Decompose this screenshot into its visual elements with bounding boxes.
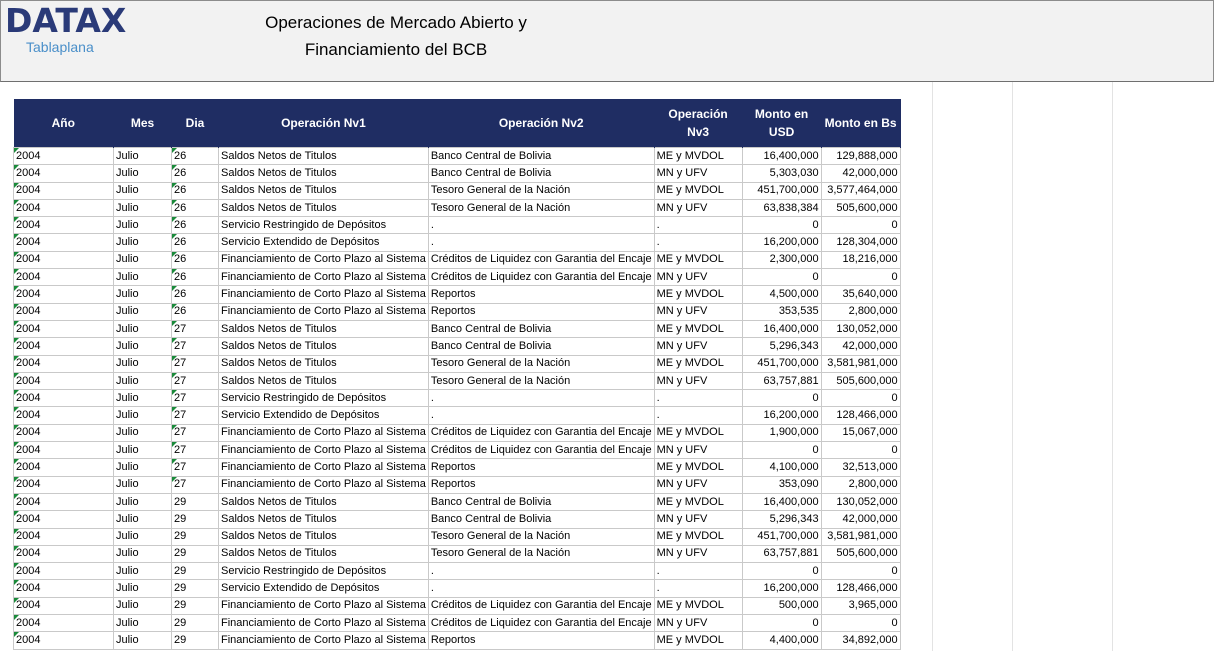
table-row (14, 286, 901, 303)
cell-operation-nv2[interactable]: Créditos de Liquidez con Garantia del Encaje (428, 251, 654, 268)
cell-day[interactable]: 27 (172, 320, 219, 337)
cell-operation-nv3[interactable]: ME y MVDOL (654, 597, 742, 614)
cell-amount-usd[interactable]: 4,400,000 (742, 632, 821, 649)
table-row (14, 217, 901, 234)
cell-operation-nv3[interactable]: . (654, 217, 742, 234)
cell-amount-usd[interactable]: 451,700,000 (742, 182, 821, 199)
cell-operation-nv1[interactable]: Servicio Extendido de Depósitos (219, 580, 429, 597)
table-row (14, 442, 901, 459)
cell-operation-nv2[interactable]: Banco Central de Bolivia (428, 148, 654, 165)
datax-logo: DATAX (5, 1, 127, 40)
cell-operation-nv2[interactable]: Tesoro General de la Nación (428, 199, 654, 216)
table-row (14, 234, 901, 251)
cell-operation-nv1[interactable]: Saldos Netos de Titulos (219, 528, 429, 545)
cell-operation-nv3[interactable]: ME y MVDOL (654, 182, 742, 199)
cell-operation-nv2[interactable]: Banco Central de Bolivia (428, 511, 654, 528)
cell-operation-nv2[interactable]: Reportos (428, 303, 654, 320)
cell-year[interactable]: 2004 (14, 615, 114, 632)
cell-amount-bs[interactable]: 128,304,000 (821, 234, 900, 251)
cell-amount-usd[interactable]: 16,200,000 (742, 580, 821, 597)
cell-month[interactable]: Julio (114, 165, 172, 182)
cell-amount-usd[interactable]: 63,757,881 (742, 372, 821, 389)
table-row (14, 303, 901, 320)
cell-operation-nv1[interactable]: Financiamiento de Corto Plazo al Sistema (219, 269, 429, 286)
cell-month[interactable]: Julio (114, 563, 172, 580)
cell-day[interactable]: 27 (172, 390, 219, 407)
column-header-amount-bs[interactable]: Monto en Bs (821, 99, 900, 148)
cell-operation-nv3[interactable]: MN y UFV (654, 269, 742, 286)
cell-operation-nv2[interactable]: Reportos (428, 286, 654, 303)
table-row (14, 545, 901, 562)
cell-amount-bs[interactable]: 505,600,000 (821, 545, 900, 562)
cell-amount-bs[interactable]: 130,052,000 (821, 493, 900, 510)
cell-amount-bs[interactable]: 0 (821, 615, 900, 632)
cell-year[interactable]: 2004 (14, 217, 114, 234)
cell-operation-nv3[interactable]: MN y UFV (654, 165, 742, 182)
cell-month[interactable]: Julio (114, 580, 172, 597)
table-row (14, 476, 901, 493)
cell-year[interactable]: 2004 (14, 580, 114, 597)
cell-operation-nv2[interactable]: Créditos de Liquidez con Garantia del Encaje (428, 424, 654, 441)
cell-operation-nv2[interactable]: . (428, 390, 654, 407)
table-row (14, 182, 901, 199)
cell-operation-nv1[interactable]: Saldos Netos de Titulos (219, 199, 429, 216)
cell-year[interactable]: 2004 (14, 165, 114, 182)
cell-month[interactable]: Julio (114, 442, 172, 459)
cell-month[interactable]: Julio (114, 355, 172, 372)
column-header-day[interactable]: Dia (172, 99, 219, 148)
cell-operation-nv1[interactable]: Financiamiento de Corto Plazo al Sistema (219, 251, 429, 268)
cell-month[interactable]: Julio (114, 476, 172, 493)
cell-operation-nv1[interactable]: Financiamiento de Corto Plazo al Sistema (219, 442, 429, 459)
cell-operation-nv1[interactable]: Financiamiento de Corto Plazo al Sistema (219, 615, 429, 632)
cell-day[interactable]: 27 (172, 442, 219, 459)
cell-operation-nv1[interactable]: Saldos Netos de Titulos (219, 338, 429, 355)
cell-month[interactable]: Julio (114, 511, 172, 528)
cell-day[interactable]: 29 (172, 580, 219, 597)
cell-day[interactable]: 29 (172, 597, 219, 614)
cell-amount-usd[interactable]: 16,400,000 (742, 148, 821, 165)
cell-day[interactable]: 29 (172, 615, 219, 632)
cell-amount-usd[interactable]: 451,700,000 (742, 355, 821, 372)
cell-amount-usd[interactable]: 353,090 (742, 476, 821, 493)
cell-operation-nv2[interactable]: Banco Central de Bolivia (428, 338, 654, 355)
cell-year[interactable]: 2004 (14, 442, 114, 459)
cell-amount-bs[interactable]: 3,581,981,000 (821, 528, 900, 545)
table-row (14, 424, 901, 441)
cell-operation-nv2[interactable]: Créditos de Liquidez con Garantia del Encaje (428, 615, 654, 632)
cell-day[interactable]: 26 (172, 234, 219, 251)
cell-day[interactable]: 26 (172, 182, 219, 199)
cell-year[interactable]: 2004 (14, 407, 114, 424)
cell-amount-bs[interactable]: 2,800,000 (821, 476, 900, 493)
cell-year[interactable]: 2004 (14, 251, 114, 268)
cell-month[interactable]: Julio (114, 320, 172, 337)
cell-amount-usd[interactable]: 63,838,384 (742, 199, 821, 216)
cell-month[interactable]: Julio (114, 286, 172, 303)
cell-year[interactable]: 2004 (14, 303, 114, 320)
cell-operation-nv2[interactable]: Tesoro General de la Nación (428, 545, 654, 562)
cell-amount-usd[interactable]: 16,400,000 (742, 320, 821, 337)
cell-day[interactable]: 29 (172, 563, 219, 580)
column-header-operation-nv1[interactable]: Operación Nv1 (219, 99, 429, 148)
cell-amount-usd[interactable]: 16,200,000 (742, 407, 821, 424)
cell-amount-bs[interactable]: 35,640,000 (821, 286, 900, 303)
cell-amount-usd[interactable]: 16,200,000 (742, 234, 821, 251)
column-header-month[interactable]: Mes (114, 99, 172, 148)
logo-subtitle: Tablaplana (26, 39, 94, 55)
cell-operation-nv2[interactable]: Tesoro General de la Nación (428, 528, 654, 545)
table-row (14, 251, 901, 268)
cell-amount-usd[interactable]: 1,900,000 (742, 424, 821, 441)
table-row (14, 320, 901, 337)
cell-month[interactable]: Julio (114, 407, 172, 424)
cell-amount-usd[interactable]: 0 (742, 390, 821, 407)
cell-amount-bs[interactable]: 128,466,000 (821, 407, 900, 424)
table-row (14, 511, 901, 528)
cell-operation-nv2[interactable]: . (428, 563, 654, 580)
cell-month[interactable]: Julio (114, 615, 172, 632)
cell-year[interactable]: 2004 (14, 355, 114, 372)
cell-amount-bs[interactable]: 128,466,000 (821, 580, 900, 597)
cell-year[interactable]: 2004 (14, 511, 114, 528)
cell-operation-nv3[interactable]: ME y MVDOL (654, 251, 742, 268)
cell-amount-usd[interactable]: 4,500,000 (742, 286, 821, 303)
cell-amount-bs[interactable]: 15,067,000 (821, 424, 900, 441)
cell-operation-nv3[interactable]: . (654, 563, 742, 580)
column-header-year[interactable]: Año (14, 99, 114, 148)
table-row (14, 372, 901, 389)
table-row (14, 148, 901, 165)
cell-amount-bs[interactable]: 130,052,000 (821, 320, 900, 337)
cell-operation-nv1[interactable]: Saldos Netos de Titulos (219, 372, 429, 389)
cell-year[interactable]: 2004 (14, 597, 114, 614)
data-table (13, 99, 901, 650)
cell-month[interactable]: Julio (114, 234, 172, 251)
table-row (14, 563, 901, 580)
cell-operation-nv1[interactable]: Saldos Netos de Titulos (219, 182, 429, 199)
cell-operation-nv3[interactable]: MN y UFV (654, 545, 742, 562)
cell-operation-nv1[interactable]: Saldos Netos de Titulos (219, 545, 429, 562)
cell-day[interactable]: 26 (172, 148, 219, 165)
cell-year[interactable]: 2004 (14, 148, 114, 165)
cell-operation-nv3[interactable]: MN y UFV (654, 372, 742, 389)
cell-month[interactable]: Julio (114, 148, 172, 165)
cell-year[interactable]: 2004 (14, 528, 114, 545)
cell-year[interactable]: 2004 (14, 424, 114, 441)
cell-amount-usd[interactable]: 16,400,000 (742, 493, 821, 510)
cell-day[interactable]: 26 (172, 303, 219, 320)
cell-amount-bs[interactable]: 0 (821, 217, 900, 234)
cell-operation-nv3[interactable]: ME y MVDOL (654, 320, 742, 337)
cell-month[interactable]: Julio (114, 303, 172, 320)
column-header-operation-nv3[interactable]: Operación Nv3 (654, 99, 742, 148)
cell-day[interactable]: 26 (172, 286, 219, 303)
cell-amount-bs[interactable]: 18,216,000 (821, 251, 900, 268)
cell-day[interactable]: 27 (172, 459, 219, 476)
cell-operation-nv2[interactable]: Créditos de Liquidez con Garantia del Encaje (428, 597, 654, 614)
cell-amount-usd[interactable]: 63,757,881 (742, 545, 821, 562)
cell-operation-nv3[interactable]: ME y MVDOL (654, 632, 742, 649)
cell-month[interactable]: Julio (114, 217, 172, 234)
cell-day[interactable]: 26 (172, 199, 219, 216)
cell-day[interactable]: 27 (172, 476, 219, 493)
table-body (14, 148, 901, 650)
cell-day[interactable]: 27 (172, 407, 219, 424)
table-row (14, 597, 901, 614)
cell-month[interactable]: Julio (114, 424, 172, 441)
cell-amount-usd[interactable]: 500,000 (742, 597, 821, 614)
grid-line (1012, 82, 1013, 651)
cell-operation-nv3[interactable]: MN y UFV (654, 615, 742, 632)
cell-day[interactable]: 26 (172, 217, 219, 234)
cell-operation-nv1[interactable]: Saldos Netos de Titulos (219, 355, 429, 372)
cell-amount-usd[interactable]: 5,296,343 (742, 511, 821, 528)
cell-operation-nv2[interactable]: . (428, 407, 654, 424)
table-row (14, 199, 901, 216)
cell-operation-nv2[interactable]: Tesoro General de la Nación (428, 355, 654, 372)
cell-operation-nv3[interactable]: . (654, 234, 742, 251)
cell-operation-nv2[interactable]: Banco Central de Bolivia (428, 493, 654, 510)
cell-amount-usd[interactable]: 0 (742, 442, 821, 459)
cell-operation-nv2[interactable]: Tesoro General de la Nación (428, 182, 654, 199)
cell-month[interactable]: Julio (114, 632, 172, 649)
cell-operation-nv3[interactable]: MN y UFV (654, 476, 742, 493)
cell-month[interactable]: Julio (114, 545, 172, 562)
cell-amount-bs[interactable]: 42,000,000 (821, 511, 900, 528)
cell-operation-nv1[interactable]: Financiamiento de Corto Plazo al Sistema (219, 459, 429, 476)
cell-month[interactable]: Julio (114, 182, 172, 199)
table-row (14, 528, 901, 545)
cell-operation-nv3[interactable]: . (654, 390, 742, 407)
cell-year[interactable]: 2004 (14, 493, 114, 510)
cell-amount-bs[interactable]: 32,513,000 (821, 459, 900, 476)
cell-operation-nv2[interactable]: . (428, 217, 654, 234)
cell-month[interactable]: Julio (114, 390, 172, 407)
cell-operation-nv1[interactable]: Financiamiento de Corto Plazo al Sistema (219, 286, 429, 303)
cell-year[interactable]: 2004 (14, 372, 114, 389)
cell-operation-nv3[interactable]: MN y UFV (654, 199, 742, 216)
cell-amount-bs[interactable]: 3,965,000 (821, 597, 900, 614)
table-row (14, 355, 901, 372)
cell-month[interactable]: Julio (114, 269, 172, 286)
cell-amount-bs[interactable]: 3,577,464,000 (821, 182, 900, 199)
cell-operation-nv2[interactable]: . (428, 234, 654, 251)
cell-operation-nv3[interactable]: MN y UFV (654, 338, 742, 355)
cell-operation-nv3[interactable]: . (654, 407, 742, 424)
cell-year[interactable]: 2004 (14, 199, 114, 216)
cell-day[interactable]: 26 (172, 251, 219, 268)
cell-operation-nv3[interactable]: MN y UFV (654, 511, 742, 528)
cell-day[interactable]: 29 (172, 511, 219, 528)
cell-year[interactable]: 2004 (14, 269, 114, 286)
cell-operation-nv1[interactable]: Servicio Restringido de Depósitos (219, 390, 429, 407)
table-row (14, 459, 901, 476)
cell-month[interactable]: Julio (114, 528, 172, 545)
cell-year[interactable]: 2004 (14, 338, 114, 355)
cell-operation-nv1[interactable]: Financiamiento de Corto Plazo al Sistema (219, 424, 429, 441)
cell-amount-bs[interactable]: 0 (821, 269, 900, 286)
cell-operation-nv1[interactable]: Servicio Extendido de Depósitos (219, 407, 429, 424)
cell-amount-bs[interactable]: 42,000,000 (821, 338, 900, 355)
cell-day[interactable]: 27 (172, 338, 219, 355)
cell-amount-bs[interactable]: 34,892,000 (821, 632, 900, 649)
cell-amount-usd[interactable]: 4,100,000 (742, 459, 821, 476)
cell-month[interactable]: Julio (114, 338, 172, 355)
cell-day[interactable]: 27 (172, 372, 219, 389)
cell-operation-nv2[interactable]: Banco Central de Bolivia (428, 165, 654, 182)
cell-month[interactable]: Julio (114, 597, 172, 614)
table-row (14, 615, 901, 632)
cell-year[interactable]: 2004 (14, 476, 114, 493)
cell-operation-nv2[interactable]: . (428, 580, 654, 597)
cell-year[interactable]: 2004 (14, 234, 114, 251)
cell-year[interactable]: 2004 (14, 563, 114, 580)
cell-year[interactable]: 2004 (14, 545, 114, 562)
table-row (14, 390, 901, 407)
cell-operation-nv1[interactable]: Servicio Restringido de Depósitos (219, 217, 429, 234)
cell-operation-nv3[interactable]: ME y MVDOL (654, 459, 742, 476)
cell-day[interactable]: 27 (172, 424, 219, 441)
report-title-line1: Operaciones de Mercado Abierto y (265, 13, 527, 32)
cell-operation-nv2[interactable]: Reportos (428, 476, 654, 493)
cell-operation-nv3[interactable]: . (654, 580, 742, 597)
cell-operation-nv1[interactable]: Saldos Netos de Titulos (219, 320, 429, 337)
cell-month[interactable]: Julio (114, 459, 172, 476)
cell-operation-nv2[interactable]: Reportos (428, 632, 654, 649)
table-row (14, 338, 901, 355)
cell-day[interactable]: 29 (172, 528, 219, 545)
cell-amount-usd[interactable]: 0 (742, 269, 821, 286)
report-title (241, 9, 551, 63)
grid-line (932, 82, 933, 651)
cell-operation-nv1[interactable]: Servicio Extendido de Depósitos (219, 234, 429, 251)
cell-amount-usd[interactable]: 0 (742, 563, 821, 580)
cell-amount-usd[interactable]: 5,296,343 (742, 338, 821, 355)
cell-operation-nv1[interactable]: Financiamiento de Corto Plazo al Sistema (219, 303, 429, 320)
cell-year[interactable]: 2004 (14, 459, 114, 476)
cell-operation-nv2[interactable]: Reportos (428, 459, 654, 476)
table-row (14, 632, 901, 649)
table-row (14, 580, 901, 597)
cell-amount-usd[interactable]: 0 (742, 217, 821, 234)
cell-year[interactable]: 2004 (14, 286, 114, 303)
cell-operation-nv1[interactable]: Servicio Restringido de Depósitos (219, 563, 429, 580)
cell-day[interactable]: 26 (172, 269, 219, 286)
cell-operation-nv3[interactable]: ME y MVDOL (654, 493, 742, 510)
report-banner (0, 0, 1214, 82)
cell-operation-nv1[interactable]: Saldos Netos de Titulos (219, 148, 429, 165)
cell-month[interactable]: Julio (114, 372, 172, 389)
table-header-row (14, 99, 901, 148)
cell-operation-nv2[interactable]: Créditos de Liquidez con Garantia del Encaje (428, 442, 654, 459)
cell-amount-usd[interactable]: 2,300,000 (742, 251, 821, 268)
cell-operation-nv3[interactable]: ME y MVDOL (654, 355, 742, 372)
cell-year[interactable]: 2004 (14, 182, 114, 199)
cell-operation-nv3[interactable]: MN y UFV (654, 442, 742, 459)
cell-operation-nv1[interactable]: Financiamiento de Corto Plazo al Sistema (219, 597, 429, 614)
cell-day[interactable]: 29 (172, 632, 219, 649)
cell-day[interactable]: 29 (172, 545, 219, 562)
cell-operation-nv3[interactable]: ME y MVDOL (654, 148, 742, 165)
table-row (14, 269, 901, 286)
cell-amount-bs[interactable]: 3,581,981,000 (821, 355, 900, 372)
cell-month[interactable]: Julio (114, 251, 172, 268)
cell-year[interactable]: 2004 (14, 390, 114, 407)
cell-day[interactable]: 29 (172, 493, 219, 510)
cell-operation-nv3[interactable]: MN y UFV (654, 303, 742, 320)
cell-operation-nv2[interactable]: Tesoro General de la Nación (428, 372, 654, 389)
cell-operation-nv1[interactable]: Financiamiento de Corto Plazo al Sistema (219, 476, 429, 493)
cell-amount-usd[interactable]: 353,535 (742, 303, 821, 320)
table-row (14, 165, 901, 182)
cell-amount-bs[interactable]: 505,600,000 (821, 372, 900, 389)
report-title-line2: Financiamiento del BCB (304, 40, 488, 59)
table-row (14, 493, 901, 510)
cell-amount-usd[interactable]: 5,303,030 (742, 165, 821, 182)
cell-amount-usd[interactable]: 451,700,000 (742, 528, 821, 545)
cell-amount-usd[interactable]: 0 (742, 615, 821, 632)
cell-operation-nv1[interactable]: Saldos Netos de Titulos (219, 165, 429, 182)
cell-amount-bs[interactable]: 42,000,000 (821, 165, 900, 182)
cell-operation-nv3[interactable]: ME y MVDOL (654, 424, 742, 441)
table-row (14, 407, 901, 424)
cell-operation-nv3[interactable]: ME y MVDOL (654, 286, 742, 303)
cell-operation-nv2[interactable]: Banco Central de Bolivia (428, 320, 654, 337)
cell-day[interactable]: 26 (172, 165, 219, 182)
cell-year[interactable]: 2004 (14, 632, 114, 649)
cell-year[interactable]: 2004 (14, 320, 114, 337)
cell-operation-nv3[interactable]: ME y MVDOL (654, 528, 742, 545)
column-header-amount-usd[interactable]: Monto en USD (742, 99, 821, 148)
cell-amount-bs[interactable]: 0 (821, 390, 900, 407)
cell-operation-nv1[interactable]: Saldos Netos de Titulos (219, 493, 429, 510)
cell-amount-bs[interactable]: 505,600,000 (821, 199, 900, 216)
cell-month[interactable]: Julio (114, 493, 172, 510)
cell-operation-nv2[interactable]: Créditos de Liquidez con Garantia del Encaje (428, 269, 654, 286)
cell-amount-bs[interactable]: 2,800,000 (821, 303, 900, 320)
cell-operation-nv1[interactable]: Financiamiento de Corto Plazo al Sistema (219, 632, 429, 649)
cell-month[interactable]: Julio (114, 199, 172, 216)
cell-amount-bs[interactable]: 0 (821, 442, 900, 459)
column-header-operation-nv2[interactable]: Operación Nv2 (428, 99, 654, 148)
cell-amount-bs[interactable]: 129,888,000 (821, 148, 900, 165)
cell-amount-bs[interactable]: 0 (821, 563, 900, 580)
grid-line (1112, 82, 1113, 651)
cell-day[interactable]: 27 (172, 355, 219, 372)
cell-operation-nv1[interactable]: Saldos Netos de Titulos (219, 511, 429, 528)
